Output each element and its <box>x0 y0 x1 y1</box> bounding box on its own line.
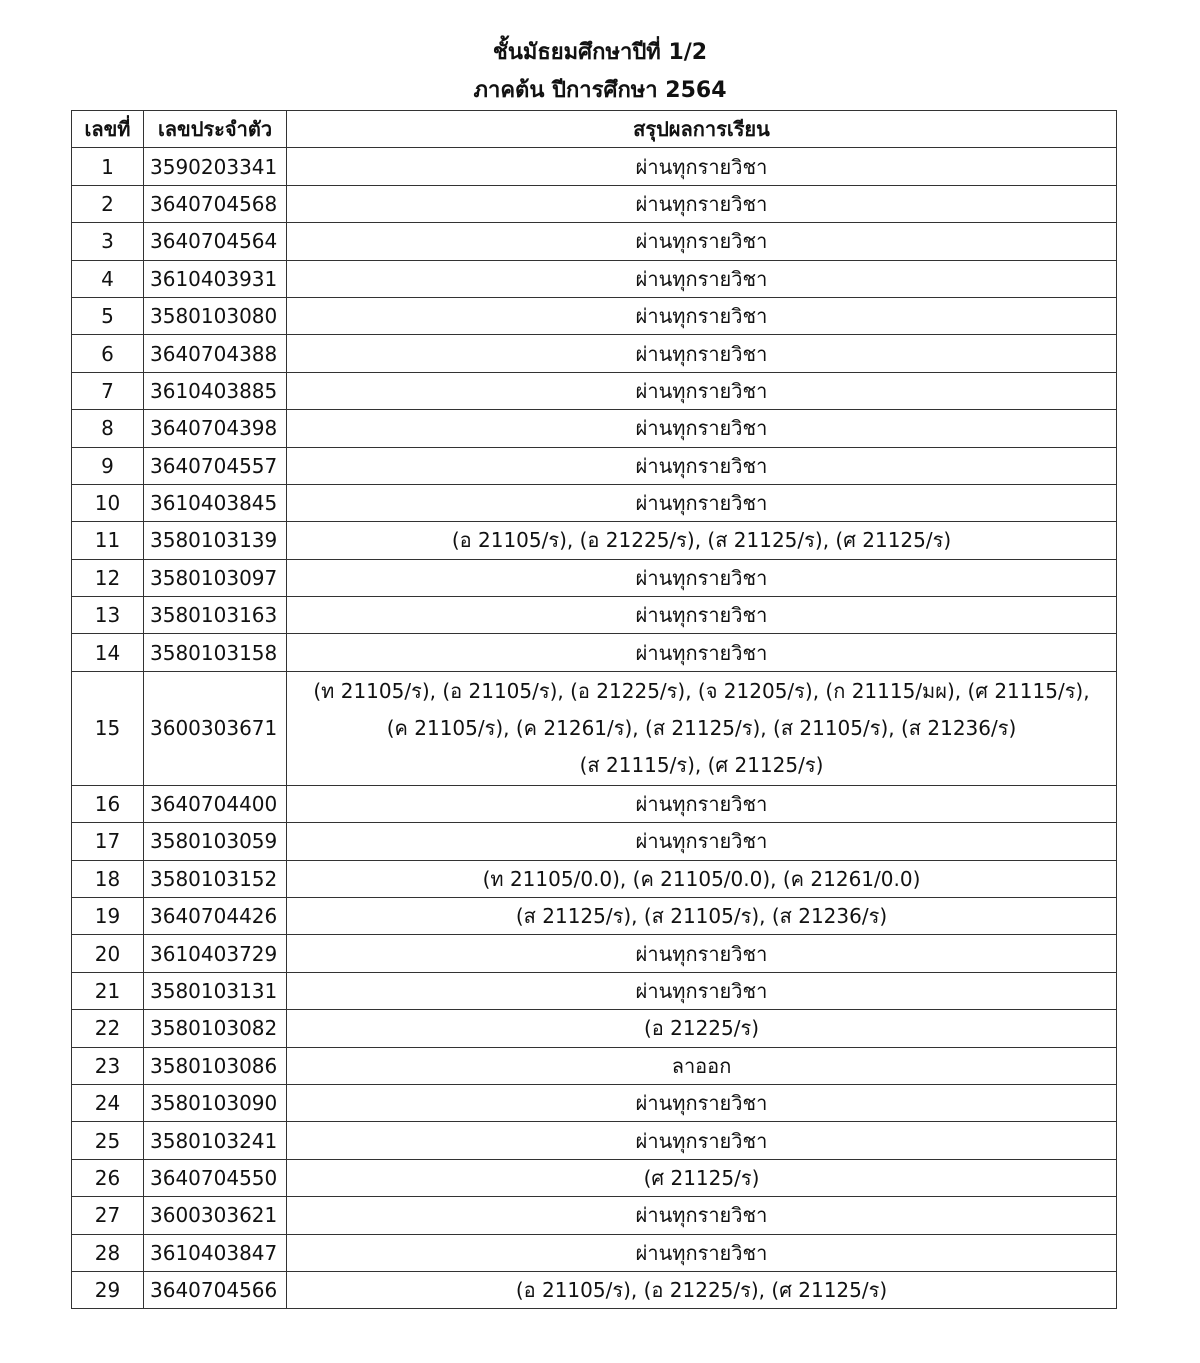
result-summary: ผ่านทุกรายวิชา <box>287 260 1117 297</box>
row-number: 16 <box>72 785 144 822</box>
student-id: 3610403845 <box>144 484 287 521</box>
result-summary: ผ่านทุกรายวิชา <box>287 972 1117 1009</box>
result-summary: ผ่านทุกรายวิชา <box>287 1122 1117 1159</box>
row-number: 27 <box>72 1197 144 1234</box>
row-number: 13 <box>72 597 144 634</box>
row-number: 8 <box>72 410 144 447</box>
table-row <box>72 823 1117 860</box>
row-number: 3 <box>72 223 144 260</box>
results-table <box>71 110 1117 1309</box>
student-id: 3600303671 <box>144 671 287 785</box>
student-id: 3580103131 <box>144 972 287 1009</box>
result-summary: (อ 21105/ร), (อ 21225/ร), (ส 21125/ร), (ศ 21125/ร) <box>287 522 1117 559</box>
student-id: 3640704426 <box>144 898 287 935</box>
table-row <box>72 634 1117 671</box>
page-subtitle: ภาคต้น ปีการศึกษา 2564 <box>473 78 727 103</box>
table-row <box>72 1159 1117 1196</box>
result-summary: ผ่านทุกรายวิชา <box>287 335 1117 372</box>
result-summary: ผ่านทุกรายวิชา <box>287 148 1117 185</box>
result-summary: ผ่านทุกรายวิชา <box>287 1084 1117 1121</box>
result-summary: ผ่านทุกรายวิชา <box>287 823 1117 860</box>
row-number: 20 <box>72 935 144 972</box>
row-number: 5 <box>72 297 144 334</box>
student-id: 3580103090 <box>144 1084 287 1121</box>
result-summary: ผ่านทุกรายวิชา <box>287 785 1117 822</box>
row-number: 29 <box>72 1271 144 1308</box>
table-row <box>72 785 1117 822</box>
result-line: (ค 21105/ร), (ค 21261/ร), (ส 21125/ร), (ส 21105/ร), (ส 21236/ร) <box>386 715 1017 740</box>
table-row <box>72 898 1117 935</box>
student-id: 3600303621 <box>144 1197 287 1234</box>
row-number: 28 <box>72 1234 144 1271</box>
result-summary: ผ่านทุกรายวิชา <box>287 447 1117 484</box>
result-summary: ผ่านทุกรายวิชา <box>287 559 1117 596</box>
student-id: 3580103139 <box>144 522 287 559</box>
row-number: 22 <box>72 1010 144 1047</box>
student-id: 3580103241 <box>144 1122 287 1159</box>
table-row <box>72 1122 1117 1159</box>
student-id: 3640704550 <box>144 1159 287 1196</box>
result-summary: ผ่านทุกรายวิชา <box>287 1197 1117 1234</box>
header-student-id: เลขประจำตัว <box>144 111 287 148</box>
page-title: ชั้นมัธยมศึกษาปีที่ 1/2 <box>492 40 708 65</box>
table-row <box>72 1271 1117 1308</box>
row-number: 17 <box>72 823 144 860</box>
table-row <box>72 185 1117 222</box>
student-id: 3640704566 <box>144 1271 287 1308</box>
result-summary: ผ่านทุกรายวิชา <box>287 634 1117 671</box>
result-summary: ผ่านทุกรายวิชา <box>287 223 1117 260</box>
result-summary: (ท 21105/0.0), (ค 21105/0.0), (ค 21261/0.0) <box>287 860 1117 897</box>
row-number: 7 <box>72 372 144 409</box>
result-summary: ลาออก <box>287 1047 1117 1084</box>
student-id: 3580103082 <box>144 1010 287 1047</box>
student-id: 3640704568 <box>144 185 287 222</box>
table-row <box>72 410 1117 447</box>
student-id: 3580103097 <box>144 559 287 596</box>
table-row <box>72 335 1117 372</box>
table-row <box>72 1084 1117 1121</box>
table-row <box>72 671 1117 785</box>
table-row <box>72 935 1117 972</box>
student-id: 3590203341 <box>144 148 287 185</box>
table-row <box>72 260 1117 297</box>
student-id: 3610403885 <box>144 372 287 409</box>
row-number: 19 <box>72 898 144 935</box>
student-id: 3580103152 <box>144 860 287 897</box>
row-number: 11 <box>72 522 144 559</box>
student-id: 3580103080 <box>144 297 287 334</box>
table-row <box>72 1047 1117 1084</box>
student-id: 3640704564 <box>144 223 287 260</box>
table-row <box>72 522 1117 559</box>
row-number: 25 <box>72 1122 144 1159</box>
row-number: 9 <box>72 447 144 484</box>
table-row <box>72 223 1117 260</box>
header-row <box>72 111 1117 148</box>
row-number: 1 <box>72 148 144 185</box>
result-summary <box>287 671 1117 785</box>
result-summary: ผ่านทุกรายวิชา <box>287 597 1117 634</box>
student-id: 3580103163 <box>144 597 287 634</box>
row-number: 24 <box>72 1084 144 1121</box>
header-no: เลขที่ <box>72 111 144 148</box>
row-number: 18 <box>72 860 144 897</box>
student-id: 3640704388 <box>144 335 287 372</box>
result-summary: ผ่านทุกรายวิชา <box>287 297 1117 334</box>
table-row <box>72 447 1117 484</box>
table-row <box>72 148 1117 185</box>
student-id: 3640704400 <box>144 785 287 822</box>
result-summary: (ส 21125/ร), (ส 21105/ร), (ส 21236/ร) <box>287 898 1117 935</box>
student-id: 3580103158 <box>144 634 287 671</box>
result-summary: ผ่านทุกรายวิชา <box>287 410 1117 447</box>
table-row <box>72 1197 1117 1234</box>
student-id: 3640704398 <box>144 410 287 447</box>
student-id: 3610403729 <box>144 935 287 972</box>
table-row <box>72 972 1117 1009</box>
row-number: 21 <box>72 972 144 1009</box>
result-line: (ส 21115/ร), (ศ 21125/ร) <box>579 752 824 777</box>
table-row <box>72 297 1117 334</box>
table-row <box>72 559 1117 596</box>
student-id: 3610403931 <box>144 260 287 297</box>
header-result: สรุปผลการเรียน <box>287 111 1117 148</box>
student-id: 3610403847 <box>144 1234 287 1271</box>
row-number: 23 <box>72 1047 144 1084</box>
result-line: (ท 21105/ร), (อ 21105/ร), (อ 21225/ร), (จ 21205/ร), (ก 21115/มผ), (ศ 21115/ร), <box>313 678 1090 703</box>
student-id: 3580103059 <box>144 823 287 860</box>
table-row <box>72 597 1117 634</box>
table-row <box>72 860 1117 897</box>
result-summary: (อ 21225/ร) <box>287 1010 1117 1047</box>
row-number: 12 <box>72 559 144 596</box>
result-summary: ผ่านทุกรายวิชา <box>287 935 1117 972</box>
result-summary: ผ่านทุกรายวิชา <box>287 185 1117 222</box>
result-summary: ผ่านทุกรายวิชา <box>287 372 1117 409</box>
row-number: 6 <box>72 335 144 372</box>
student-id: 3640704557 <box>144 447 287 484</box>
row-number: 2 <box>72 185 144 222</box>
table-row <box>72 1234 1117 1271</box>
result-summary: (ศ 21125/ร) <box>287 1159 1117 1196</box>
result-summary: ผ่านทุกรายวิชา <box>287 1234 1117 1271</box>
result-summary: ผ่านทุกรายวิชา <box>287 484 1117 521</box>
table-row <box>72 372 1117 409</box>
row-number: 4 <box>72 260 144 297</box>
row-number: 14 <box>72 634 144 671</box>
result-summary: (อ 21105/ร), (อ 21225/ร), (ศ 21125/ร) <box>287 1271 1117 1308</box>
student-id: 3580103086 <box>144 1047 287 1084</box>
table-row <box>72 1010 1117 1047</box>
row-number: 15 <box>72 671 144 785</box>
row-number: 10 <box>72 484 144 521</box>
row-number: 26 <box>72 1159 144 1196</box>
table-row <box>72 484 1117 521</box>
table-body <box>72 148 1117 1309</box>
